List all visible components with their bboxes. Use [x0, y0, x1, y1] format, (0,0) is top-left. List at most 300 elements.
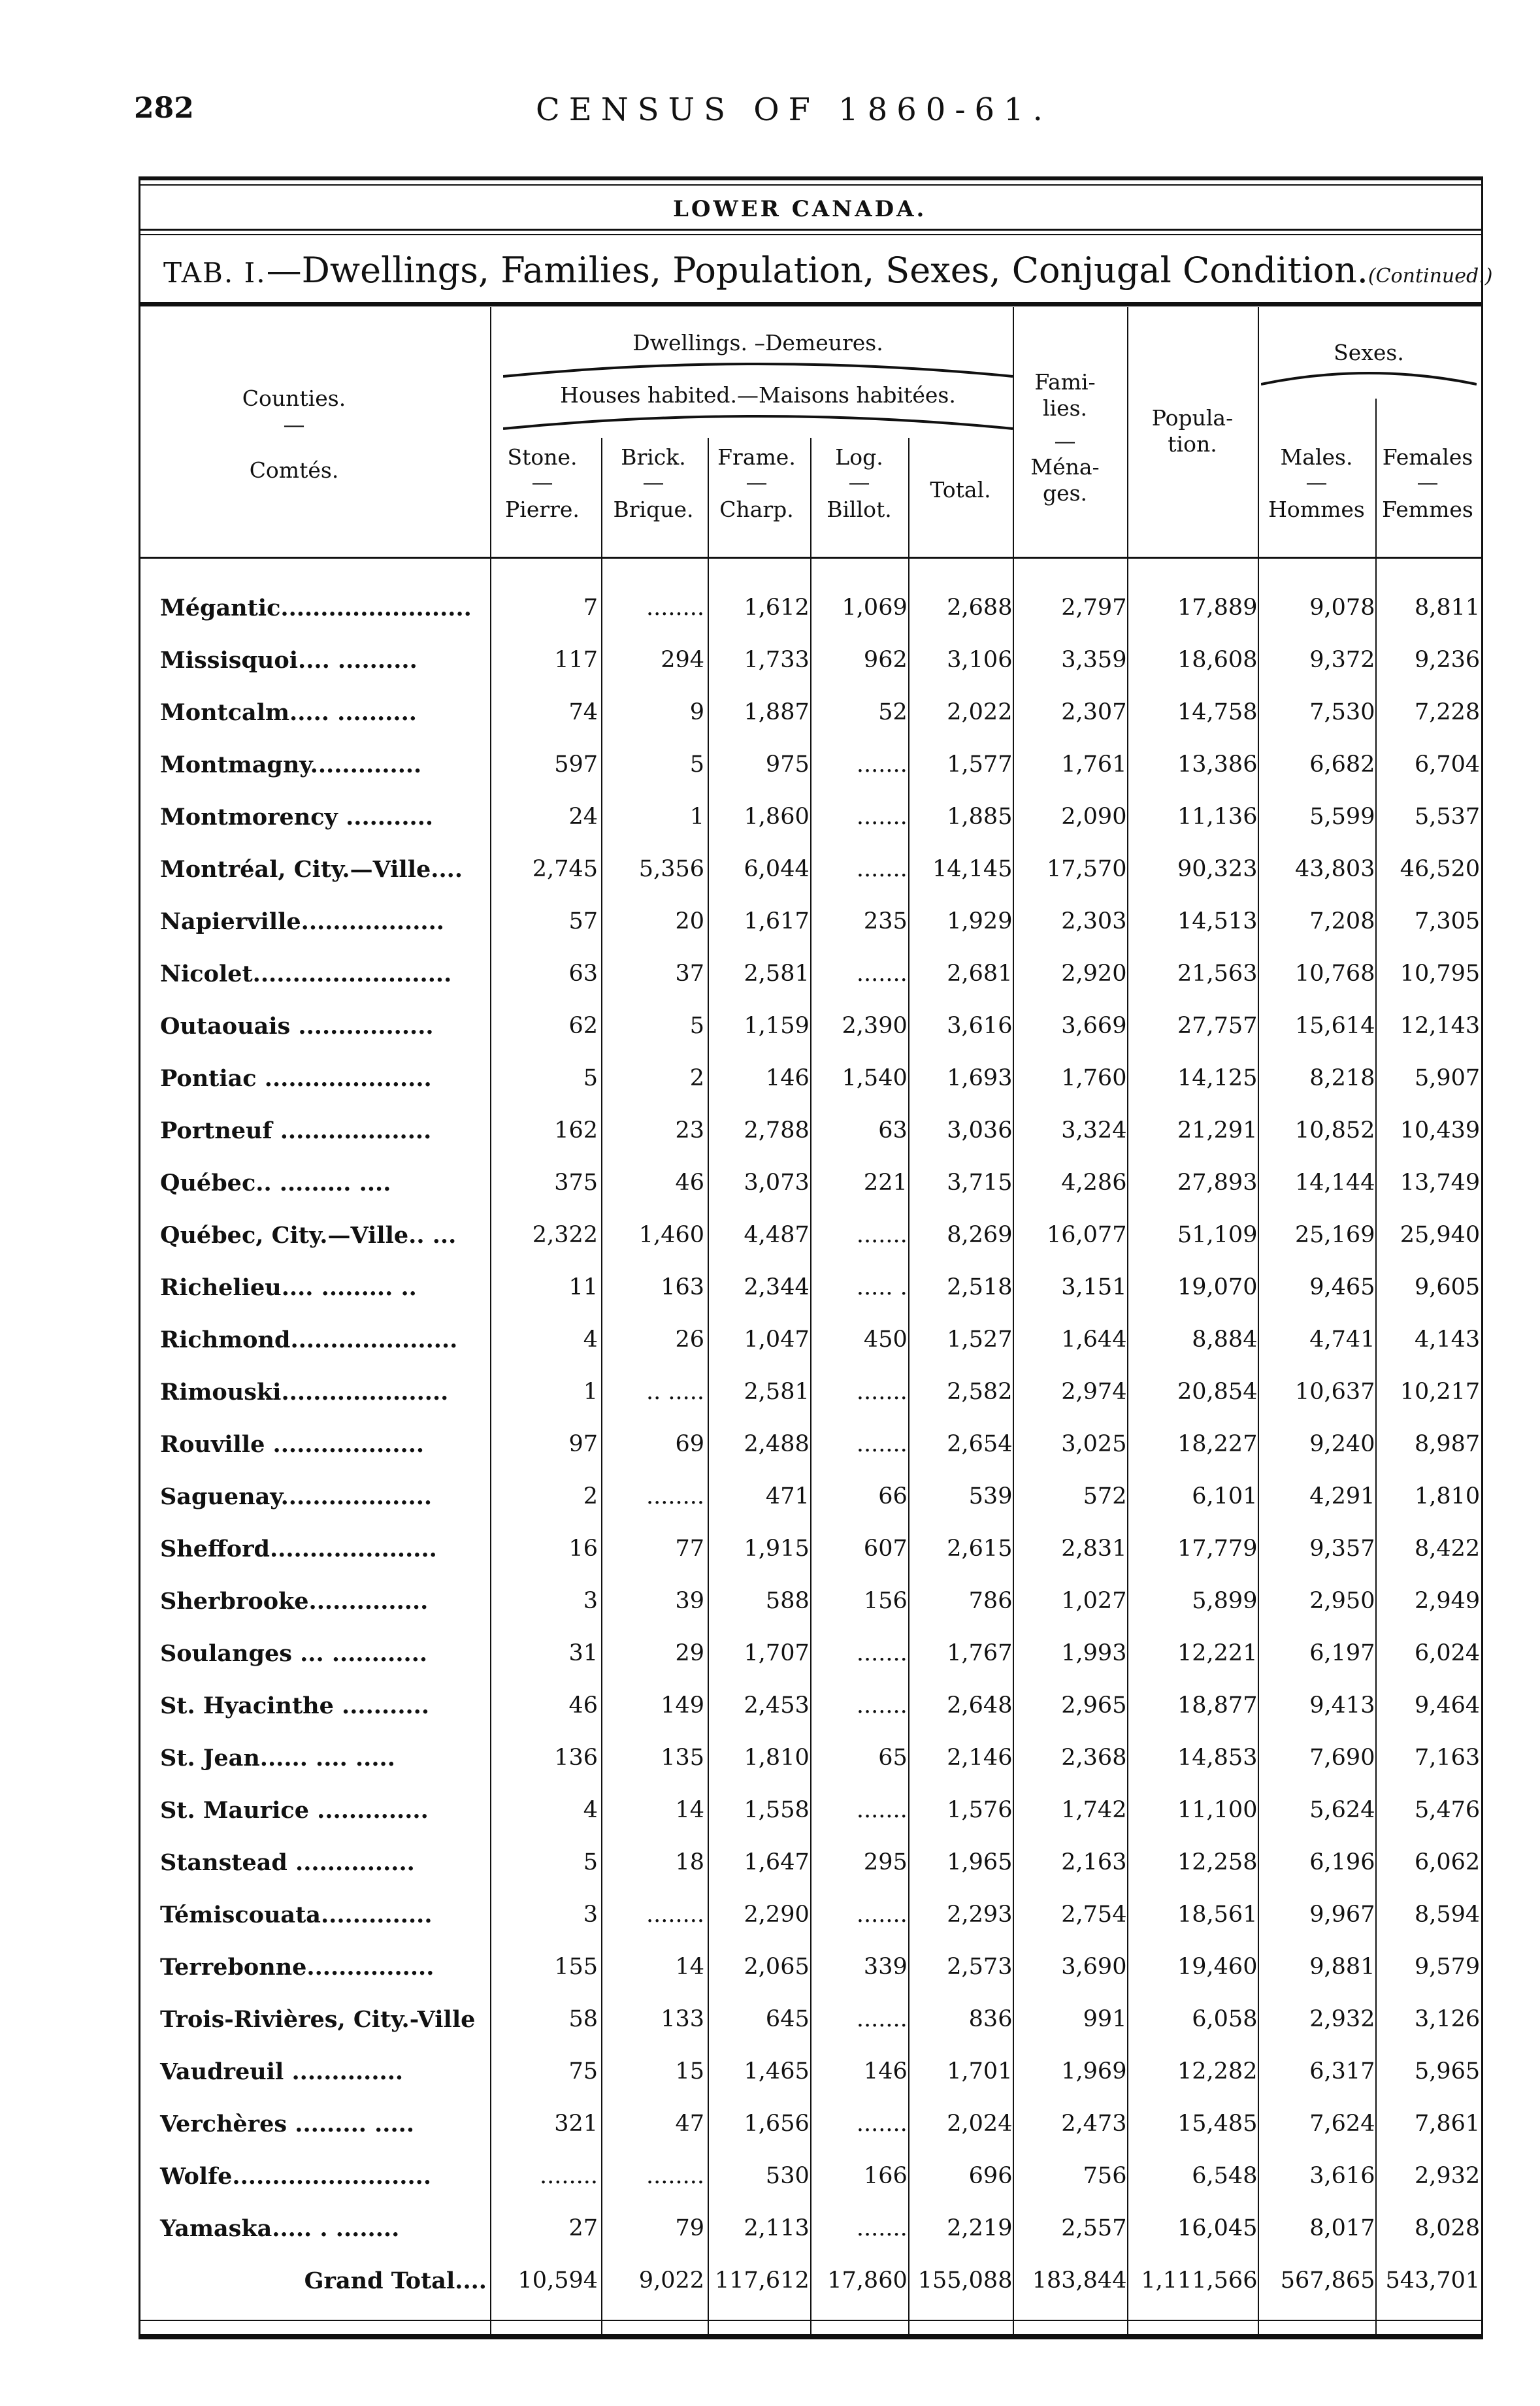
county-cell: Trois-Rivières, City.-Ville: [160, 2005, 476, 2033]
brick-cell: 5: [689, 1013, 704, 1039]
county-cell: Shefford.....................: [160, 1535, 437, 1562]
males-cell: 4,741: [1309, 1327, 1375, 1353]
log-cell: .......: [856, 751, 908, 778]
total-cell: 1,576: [947, 1797, 1013, 1823]
males-cell: 7,208: [1309, 908, 1375, 934]
females-cell: 543,701: [1385, 2267, 1481, 2294]
total-cell: 836: [968, 2006, 1013, 2032]
males-cell: 7,530: [1309, 699, 1375, 725]
table-row: [157, 1470, 1485, 1523]
females-cell: 7,305: [1415, 908, 1481, 934]
stone-cell: 117: [554, 647, 598, 673]
brick-cell: 15: [675, 2058, 704, 2085]
population-cell: 6,548: [1192, 2163, 1258, 2189]
total-cell: 1,577: [947, 751, 1013, 778]
males-cell: 4,291: [1309, 1483, 1375, 1509]
families-cell: 1,644: [1061, 1327, 1127, 1353]
county-cell: Montmorency ...........: [160, 803, 434, 831]
county-cell: Grand Total....: [304, 2267, 487, 2294]
females-cell: 3,126: [1415, 2006, 1481, 2032]
females-cell: 9,605: [1415, 1274, 1481, 1300]
bottom-rule: [139, 2334, 1482, 2339]
population-cell: 14,758: [1177, 699, 1258, 725]
females-cell: 8,594: [1415, 1902, 1481, 1928]
population-cell: 19,460: [1177, 1954, 1258, 1980]
frame-cell: 2,488: [744, 1431, 810, 1457]
females-cell: 10,439: [1400, 1117, 1481, 1144]
log-cell: 450: [863, 1327, 908, 1353]
table-row: [157, 1993, 1485, 2045]
log-cell: 295: [863, 1849, 908, 1875]
log-cell: .......: [856, 1431, 908, 1457]
table-row: [157, 738, 1485, 791]
total-cell: 3,036: [947, 1117, 1013, 1144]
log-cell: 63: [878, 1117, 908, 1144]
table-row: [157, 895, 1485, 948]
families-cell: 1,761: [1061, 751, 1127, 778]
population-cell: 27,757: [1177, 1013, 1258, 1039]
females-cell: 10,217: [1400, 1379, 1481, 1405]
dwellings-brace: [503, 358, 1013, 378]
population-cell: 90,323: [1177, 856, 1258, 882]
total-cell: 2,293: [947, 1902, 1013, 1928]
stone-cell: 3: [583, 1902, 598, 1928]
families-cell: 1,760: [1061, 1065, 1127, 1091]
log-cell: 17,860: [827, 2267, 908, 2294]
brick-cell: 47: [675, 2111, 704, 2137]
table-row: [157, 1261, 1485, 1313]
table-row: [157, 1052, 1485, 1104]
stone-cell: 10,594: [517, 2267, 598, 2294]
families-cell: 2,965: [1061, 1692, 1127, 1719]
pierre-header: Pierre.: [505, 497, 580, 522]
population-cell: 17,889: [1177, 595, 1258, 621]
males-cell: 8,218: [1309, 1065, 1375, 1091]
males-cell: 9,240: [1309, 1431, 1375, 1457]
females-cell: 9,464: [1415, 1692, 1481, 1719]
stone-cell: 2,322: [532, 1222, 598, 1248]
population-cell: 13,386: [1177, 751, 1258, 778]
brique-header: Brique.: [613, 497, 694, 522]
total-cell: 3,616: [947, 1013, 1013, 1039]
males-cell: 43,803: [1295, 856, 1375, 882]
total-cell: 2,648: [947, 1692, 1013, 1719]
total-rule-thin: [139, 2320, 1482, 2321]
stone-cell: 5: [583, 1849, 598, 1875]
total-cell: 2,688: [947, 595, 1013, 621]
county-cell: Portneuf ...................: [160, 1117, 432, 1144]
males-cell: 9,372: [1309, 647, 1375, 673]
table-title: [163, 250, 1492, 291]
stone-cell: 16: [568, 1536, 598, 1562]
population-cell: 14,853: [1177, 1745, 1258, 1771]
stone-cell: 4: [583, 1797, 598, 1823]
brick-cell: 20: [675, 908, 704, 934]
total-cell: 2,654: [947, 1431, 1013, 1457]
brick-cell: 133: [661, 2006, 704, 2032]
frame-cell: 2,453: [744, 1692, 810, 1719]
population-cell: 6,058: [1192, 2006, 1258, 2032]
houses-brace: [503, 410, 1013, 430]
males-cell: 9,881: [1309, 1954, 1375, 1980]
females-cell: 2,949: [1415, 1588, 1481, 1614]
families-cell: 3,025: [1061, 1431, 1127, 1457]
families-cell: 2,797: [1061, 595, 1127, 621]
males-cell: 8,017: [1309, 2215, 1375, 2241]
stone-cell: 2: [583, 1483, 598, 1509]
females-cell: 9,579: [1415, 1954, 1481, 1980]
table-row: [157, 1575, 1485, 1627]
females-cell: 5,907: [1415, 1065, 1481, 1091]
frame-cell: 1,810: [744, 1745, 810, 1771]
log-cell: .......: [856, 804, 908, 830]
county-cell: Terrebonne................: [160, 1953, 434, 1981]
county-cell: Yamaska..... . ........: [160, 2215, 400, 2242]
comtes-header: Comtés.: [249, 457, 339, 483]
males-cell: 5,599: [1309, 804, 1375, 830]
log-cell: 221: [863, 1170, 908, 1196]
frame-cell: 1,617: [744, 908, 810, 934]
county-cell: St. Maurice ..............: [160, 1796, 429, 1824]
population-cell: 51,109: [1177, 1222, 1258, 1248]
families-cell: 2,368: [1061, 1745, 1127, 1771]
males-cell: 25,169: [1295, 1222, 1375, 1248]
population-cell: 11,100: [1177, 1797, 1258, 1823]
males-cell: 10,637: [1295, 1379, 1375, 1405]
stone-cell: 11: [568, 1274, 598, 1300]
table-row: [157, 1209, 1485, 1261]
frame-cell: 1,465: [744, 2058, 810, 2085]
county-cell: Saguenay...................: [160, 1483, 433, 1510]
title-rule: [139, 302, 1482, 306]
stone-cell: ........: [539, 2163, 598, 2189]
frame-cell: 2,113: [744, 2215, 810, 2241]
females-cell: 13,749: [1400, 1170, 1481, 1196]
log-cell: 166: [863, 2163, 908, 2189]
table-row: [157, 634, 1485, 686]
frame-cell: 1,558: [744, 1797, 810, 1823]
stone-cell: 58: [568, 2006, 598, 2032]
population-cell: 18,227: [1177, 1431, 1258, 1457]
table-row: [157, 2098, 1485, 2150]
males-cell: 6,197: [1309, 1640, 1375, 1666]
log-cell: .......: [856, 1379, 908, 1405]
counties-header: Counties.: [242, 386, 346, 411]
families-cell: 1,993: [1061, 1640, 1127, 1666]
families-cell: 2,754: [1061, 1902, 1127, 1928]
femmes-header: Femmes: [1382, 497, 1473, 522]
county-cell: Montréal, City.—Ville....: [160, 855, 463, 883]
brick-cell: 163: [661, 1274, 704, 1300]
table-row: [157, 1784, 1485, 1836]
males-cell: 9,078: [1309, 595, 1375, 621]
frame-cell: 3,073: [744, 1170, 810, 1196]
table-row: [157, 1313, 1485, 1366]
table-row: [157, 1418, 1485, 1470]
brick-header: Brick.: [621, 444, 686, 470]
log-header: Log.: [835, 444, 883, 470]
brick-cell: 1: [689, 804, 704, 830]
females-cell: 6,704: [1415, 751, 1481, 778]
table-row: [157, 1732, 1485, 1784]
log-cell: .......: [856, 1797, 908, 1823]
population-cell: 18,608: [1177, 647, 1258, 673]
males-cell: 9,967: [1309, 1902, 1375, 1928]
table-row: [157, 686, 1485, 738]
males-cell: 6,317: [1309, 2058, 1375, 2085]
frame-dash: —: [745, 469, 768, 495]
females-cell: 9,236: [1415, 647, 1481, 673]
stone-cell: 74: [568, 699, 598, 725]
log-cell: .......: [856, 856, 908, 882]
county-cell: Verchères ......... .....: [160, 2110, 415, 2137]
total-cell: 786: [968, 1588, 1013, 1614]
families-cell: 183,844: [1032, 2267, 1127, 2294]
brick-cell: 46: [675, 1170, 704, 1196]
males-cell: 6,682: [1309, 751, 1375, 778]
frame-cell: 2,581: [744, 961, 810, 987]
frame-header: Frame.: [717, 444, 796, 470]
population-cell: 12,282: [1177, 2058, 1258, 2085]
county-cell: Mégantic........................: [160, 594, 472, 621]
stone-cell: 321: [554, 2111, 598, 2137]
county-cell: Rimouski.....................: [160, 1378, 449, 1406]
families-cell: 2,163: [1061, 1849, 1127, 1875]
families-cell: 3,151: [1061, 1274, 1127, 1300]
families-cell: 2,557: [1061, 2215, 1127, 2241]
table-row: [157, 1000, 1485, 1052]
log-cell: .......: [856, 2215, 908, 2241]
population-cell: 14,125: [1177, 1065, 1258, 1091]
females-cell: 6,062: [1415, 1849, 1481, 1875]
families-cell: 756: [1083, 2163, 1127, 2189]
frame-cell: 2,581: [744, 1379, 810, 1405]
total-cell: 539: [968, 1483, 1013, 1509]
top-rule: [139, 176, 1482, 180]
region-rule-thin: [139, 234, 1482, 235]
families-cell: 4,286: [1061, 1170, 1127, 1196]
males-cell: 10,852: [1295, 1117, 1375, 1144]
billot-header: Billot.: [827, 497, 892, 522]
brick-cell: ........: [646, 1902, 704, 1928]
table-row: [157, 1836, 1485, 1888]
table-row: [157, 948, 1485, 1000]
stone-dash: —: [531, 469, 553, 495]
families-cell: 1,742: [1061, 1797, 1127, 1823]
brick-cell: 294: [661, 647, 704, 673]
county-cell: Témiscouata..............: [160, 1901, 433, 1928]
population-cell: 15,485: [1177, 2111, 1258, 2137]
frame-cell: 1,047: [744, 1327, 810, 1353]
county-cell: Montmagny..............: [160, 751, 422, 778]
brick-cell: 14: [675, 1954, 704, 1980]
county-cell: Missisquoi.... ..........: [160, 646, 418, 674]
brick-cell: 39: [675, 1588, 704, 1614]
total-cell: 1,885: [947, 804, 1013, 830]
brick-cell: 149: [661, 1692, 704, 1719]
frame-cell: 1,707: [744, 1640, 810, 1666]
table-row: [157, 1941, 1485, 1993]
county-cell: Rouville ...................: [160, 1430, 425, 1458]
stone-header: Stone.: [507, 444, 578, 470]
county-cell: Outaouais .................: [160, 1012, 434, 1040]
population-cell: 27,893: [1177, 1170, 1258, 1196]
males-cell: 567,865: [1280, 2267, 1375, 2294]
families-cell: 2,090: [1061, 804, 1127, 830]
population-cell: 14,513: [1177, 908, 1258, 934]
stone-cell: 24: [568, 804, 598, 830]
families-cell: 572: [1083, 1483, 1127, 1509]
population-cell: 1,111,566: [1141, 2267, 1258, 2294]
males-cell: 15,614: [1295, 1013, 1375, 1039]
population-cell: 18,561: [1177, 1902, 1258, 1928]
county-cell: Wolfe.........................: [160, 2162, 432, 2190]
county-cell: Richelieu.... ......... ..: [160, 1274, 417, 1301]
brick-cell: 23: [675, 1117, 704, 1144]
brick-cell: 18: [675, 1849, 704, 1875]
males-cell: 9,413: [1309, 1692, 1375, 1719]
males-header: Males.: [1280, 444, 1353, 470]
total-cell: 2,582: [947, 1379, 1013, 1405]
county-cell: Québec.. ......... ....: [160, 1169, 391, 1196]
dwellings-header: Dwellings. –Demeures.: [632, 330, 883, 355]
stone-cell: 162: [554, 1117, 598, 1144]
population-cell: 18,877: [1177, 1692, 1258, 1719]
table-row: [157, 2202, 1485, 2254]
menages-header: Ména-ges.: [1030, 454, 1100, 506]
females-cell: 4,143: [1415, 1327, 1481, 1353]
females-dash: —: [1417, 469, 1439, 495]
males-cell: 14,144: [1295, 1170, 1375, 1196]
total-cell: 2,615: [947, 1536, 1013, 1562]
table-row: [157, 843, 1485, 895]
population-cell: 11,136: [1177, 804, 1258, 830]
log-cell: .......: [856, 2006, 908, 2032]
females-cell: 12,143: [1400, 1013, 1481, 1039]
females-cell: 46,520: [1400, 856, 1481, 882]
families-cell: 3,669: [1061, 1013, 1127, 1039]
frame-cell: 1,612: [744, 595, 810, 621]
families-cell: 3,359: [1061, 647, 1127, 673]
females-cell: 7,228: [1415, 699, 1481, 725]
log-cell: 146: [863, 2058, 908, 2085]
stone-cell: 4: [583, 1327, 598, 1353]
log-cell: 65: [878, 1745, 908, 1771]
table-row: [157, 2045, 1485, 2098]
males-cell: 7,624: [1309, 2111, 1375, 2137]
table-row: [157, 1104, 1485, 1157]
females-cell: 25,940: [1400, 1222, 1481, 1248]
frame-cell: 2,290: [744, 1902, 810, 1928]
county-cell: Québec, City.—Ville.. ...: [160, 1221, 457, 1249]
brick-cell: 2: [689, 1065, 704, 1091]
population-cell: 21,563: [1177, 961, 1258, 987]
table-title-text: —Dwellings, Families, Population, Sexes, Conjugal Condition.: [266, 250, 1368, 291]
females-cell: 7,861: [1415, 2111, 1481, 2137]
families-cell: 2,473: [1061, 2111, 1127, 2137]
males-cell: 2,932: [1309, 2006, 1375, 2032]
table-row: [157, 791, 1485, 843]
log-cell: 1,069: [842, 595, 908, 621]
population-cell: 16,045: [1177, 2215, 1258, 2241]
total-cell: 2,219: [947, 2215, 1013, 2241]
females-cell: 2,932: [1415, 2163, 1481, 2189]
females-cell: 8,987: [1415, 1431, 1481, 1457]
log-cell: 607: [863, 1536, 908, 1562]
frame-cell: 645: [765, 2006, 810, 2032]
frame-cell: 588: [765, 1588, 810, 1614]
charp-header: Charp.: [719, 497, 794, 522]
frame-cell: 2,344: [744, 1274, 810, 1300]
table-row: [157, 1888, 1485, 1941]
total-cell: 696: [968, 2163, 1013, 2189]
males-cell: 2,950: [1309, 1588, 1375, 1614]
log-cell: .......: [856, 1640, 908, 1666]
brick-cell: 29: [675, 1640, 704, 1666]
families-cell: 2,920: [1061, 961, 1127, 987]
males-cell: 9,357: [1309, 1536, 1375, 1562]
stone-cell: 2,745: [532, 856, 598, 882]
stone-cell: 63: [568, 961, 598, 987]
population-cell: 12,221: [1177, 1640, 1258, 1666]
brick-cell: 5: [689, 751, 704, 778]
sexes-brace: [1261, 367, 1477, 386]
frame-cell: 1,860: [744, 804, 810, 830]
females-cell: 5,476: [1415, 1797, 1481, 1823]
females-cell: 8,811: [1415, 595, 1481, 621]
stone-cell: 31: [568, 1640, 598, 1666]
frame-cell: 146: [765, 1065, 810, 1091]
total-cell: 1,701: [947, 2058, 1013, 2085]
total-cell: 1,767: [947, 1640, 1013, 1666]
population-header: Popula-tion.: [1151, 405, 1234, 457]
population-cell: 5,899: [1192, 1588, 1258, 1614]
log-cell: .......: [856, 1692, 908, 1719]
females-header: Females: [1382, 444, 1473, 470]
population-cell: 12,258: [1177, 1849, 1258, 1875]
stone-cell: 97: [568, 1431, 598, 1457]
brick-cell: 79: [675, 2215, 704, 2241]
stone-cell: 136: [554, 1745, 598, 1771]
log-cell: 52: [878, 699, 908, 725]
stone-cell: 155: [554, 1954, 598, 1980]
brick-cell: 37: [675, 961, 704, 987]
total-cell: 8,269: [947, 1222, 1013, 1248]
stone-cell: 597: [554, 751, 598, 778]
brick-cell: 1,460: [638, 1222, 704, 1248]
total-header: Total.: [930, 477, 991, 503]
males-cell: 9,465: [1309, 1274, 1375, 1300]
brick-cell: 26: [675, 1327, 704, 1353]
population-cell: 6,101: [1192, 1483, 1258, 1509]
log-cell: .......: [856, 1222, 908, 1248]
table-row: [157, 582, 1485, 634]
total-cell: 3,106: [947, 647, 1013, 673]
brick-cell: ........: [646, 2163, 704, 2189]
table-row: [157, 1679, 1485, 1732]
females-cell: 8,028: [1415, 2215, 1481, 2241]
total-cell: 2,573: [947, 1954, 1013, 1980]
total-cell: 1,929: [947, 908, 1013, 934]
frame-cell: 1,887: [744, 699, 810, 725]
frame-cell: 975: [765, 751, 810, 778]
females-cell: 1,810: [1415, 1483, 1481, 1509]
families-cell: 3,690: [1061, 1954, 1127, 1980]
county-cell: Pontiac .....................: [160, 1064, 432, 1092]
males-cell: 7,690: [1309, 1745, 1375, 1771]
brick-cell: 9: [689, 699, 704, 725]
total-cell: 2,022: [947, 699, 1013, 725]
